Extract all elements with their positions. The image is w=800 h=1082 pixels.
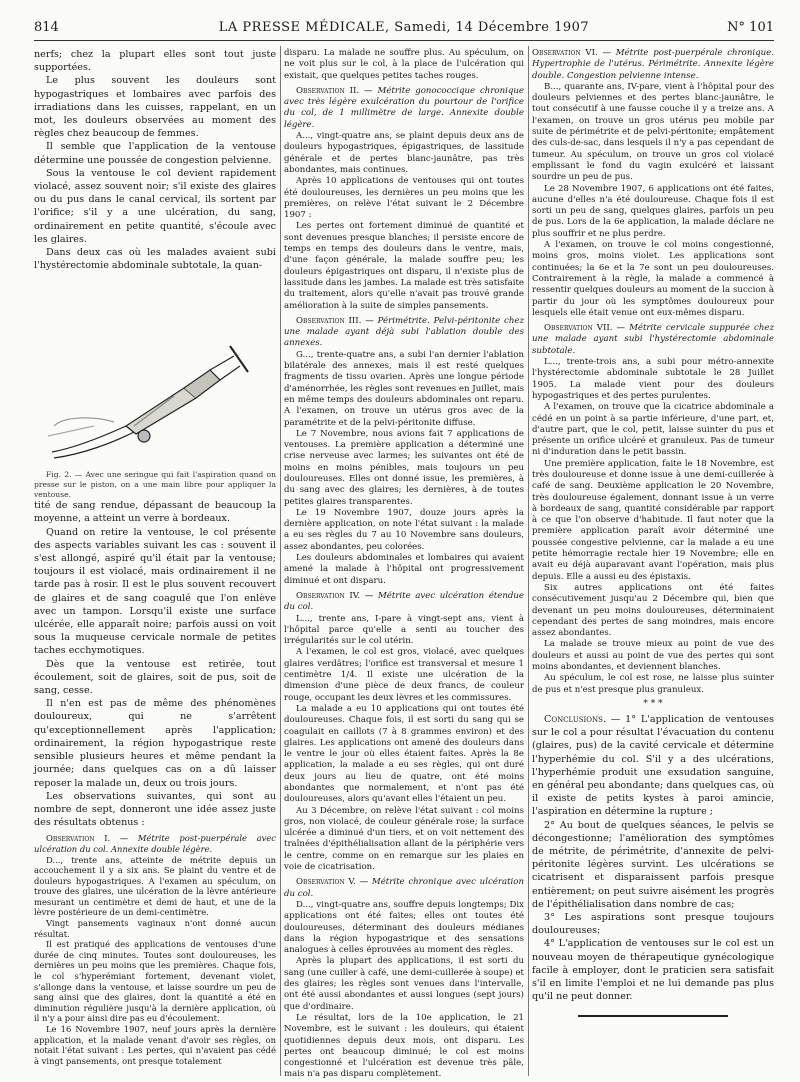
paragraph: D..., trente ans, atteinte de métrite depuis un accouchement il y a six ans. Se plaint du ventre et de douleurs hypogastriques. A l'examen au spéculum, on trouve des glaires, une ulcération de la lèvre antérieure mesurant un centimètre et demi de haut, et une de la lèvre postérieure de un demi-centimètre. [34, 854, 276, 918]
paragraph: Le 28 Novembre 1907, 6 applications ont été faites, aucune d'elles n'a été douloureuse. Chaque fois il est sorti un peu de sang, quelques glaires, parfois un peu de pus. Lors de la 6e application, la malade déclare ne plus souffrir et ne plus perdre. [532, 183, 774, 239]
paragraph: Au spéculum, le col est rose, ne laisse plus suinter de pus et n'est presque plus granuleux. [532, 673, 774, 695]
paragraph: Les pertes ont fortement diminué de quantité et sont devenues presque blanches; il persiste encore de temps en temps des douleurs dans le ventre, mais, d'une façon générale, la malade souffre peu; les douleurs épigastriques ont disparu, il n'existe plus de lassitude dans les jambes. La malade est très satisfaite du traitement, alors qu'elle n'avait pas trouvé grande amélioration à la suite de simples pansements. [284, 221, 524, 311]
figure-caption: Fig. 2. — Avec une seringue qui fait l'aspiration quand on presse sur le piston, on a une main libre pour appliquer la ventouse. [34, 470, 276, 499]
paragraph: La malade a eu 10 applications qui ont toutes été douloureuses. Chaque fois, il est sorti du sang qui se coagulait en caillots (7 à 8 grammes environ) et des glaires. Les applications ont amené des douleurs dans le ventre le jour où elles étaient faites. Après la 8e application, la malade a eu ses règles, qui ont duré deux jours au lieu de quatre, ont été moins abondantes que normalement, et n'ont pas été douloureuses, alors qu'avant elles l'étaient un peu. [284, 703, 524, 805]
journal-title: LA PRESSE MÉDICALE, Samedi, 14 Décembre 1907 [218, 20, 590, 35]
observation-label: Observation I. [46, 833, 111, 844]
column-1 [34, 48, 276, 1066]
paragraph: disparu. La malade ne souffre plus. Au spéculum, on ne voit plus sur le col, à la place de l'ulcération qui existait, que quelques petites taches rouges. [284, 48, 524, 81]
paragraph: L..., trente ans, I-pare à vingt-sept ans, vient à l'hôpital parce qu'elle a senti au toucher des irrégularités sur le col utérin. [284, 613, 524, 647]
issue-number: N° 101 [727, 20, 774, 35]
observation-heading [284, 591, 524, 614]
paragraph: Quand on retire la ventouse, le col présente des aspects variables suivant les cas : souvent il s'est allongé, aspiré qu'il était par la ventouse; toujours il est violacé, mais ordinairement il ne tarde pas à rosir. Il est le plus souvent recouvert de glaires et de sang coagulé que l'on enlève avec un tampon. Lorsqu'il existe une surface ulcérée, elle apparaît noire; parfois aussi on voit sous la muqueuse cervicale normale de petites taches ecchymotiques. [34, 526, 276, 657]
paragraph: tité de sang rendue, dépassant de beaucoup la moyenne, a atteint un verre à bordeaux. [34, 500, 276, 525]
conclusion-paragraph [532, 713, 774, 819]
observation-heading [284, 316, 524, 350]
column-3 [532, 48, 774, 1017]
paragraph: Le 19 Novembre 1907, douze jours après la dernière application, on note l'état suivant : la malade a eu ses règles du 7 au 10 Novembre sans douleurs, assez abondantes, peu colorées. [284, 507, 524, 552]
paragraph: G..., trente-quatre ans, a subi l'an dernier l'ablation bilatérale des annexes, mais il est resté quelques fragments de tissu ovarien. Après une longue période d'aménorrhée, les règles sont revenues en Juillet, mais en même temps des douleurs abdominales ont reparu. A l'examen, on trouve un utérus gros avec de la paramétrite et de la pelvi-péritonite diffuse. [284, 349, 524, 428]
paragraph: A l'examen, le col est gros, violacé, avec quelques glaires verdâtres; l'orifice est transversal et mesure 1 centimètre 1/4. Il existe une ulcération de la dimension d'une pièce de deux francs, de couleur rouge, occupant les deux lèvres et les commissures. [284, 647, 524, 703]
observation-title: — Métrite post-puerpérale chronique. Hypertrophie de l'utérus. Périmétrite. Annexite légère double. Congestion pelvienne intense. [532, 48, 774, 81]
paragraph: Au 3 Décembre, on relève l'état suivant : col moins gros, non violacé, de couleur générale rose; la surface ulcérée a diminué d'un tiers, et on voit nettement des traînées d'épithélialisation allant de la périphérie vers le centre, comme on en remarque sur les plaies en voie de cicatrisation. [284, 805, 524, 873]
conclusion-paragraph: 4° L'application de ventouses sur le col est un nouveau moyen de thérapeutique gynécologique facile à employer, dont le praticien sera satisfait s'il en limite l'emploi et ne lui demande pas plus qu'il ne peut donner. [532, 938, 774, 1003]
paragraph: Sous la ventouse le col devient rapidement violacé, assez souvent noir; s'il existe des glaires ou du pus dans le canal cervical, ils sortent par l'orifice; s'il y a une ulcération, du sang, ordinairement en petite quantité, s'écoule avec les glaires. [34, 167, 276, 245]
paragraph: Les douleurs abdominales et lombaires qui avaient amené la malade à l'hôpital ont progressivement diminué et ont disparu. [284, 553, 524, 586]
column-divider [528, 46, 529, 1076]
paragraph: Vingt pansements vaginaux n'ont donné aucun résultat. [34, 918, 276, 939]
paragraph: Il semble que l'application de la ventouse détermine une poussée de congestion pelvienne. [34, 141, 276, 166]
observation-title: — Métrite chronique avec ulcération du col. [284, 877, 524, 899]
observation-title: — Métrite gonococcique chronique avec très légère exulcération du pourtour de l'orifice du col, de 1 millimètre de large. Annexite double légère. [284, 85, 524, 130]
paragraph: A l'examen, on trouve le col moins congestionné, moins gros, moins violet. Les applications sont continuées; la 6e et la 7e sont un peu douloureuses. Contrairement à la règle, la malade a commencé à ressentir quelques douleurs au moment de la succion à partir du jour où les symptômes douloureux pour lesquels elle était venue ont eux-mêmes disparu. [532, 240, 774, 318]
paragraph: A l'examen, on trouve que la cicatrice abdominale a cédé en un point à sa partie inférieure, d'une part, et, d'autre part, que le col, petit, laisse suinter du pus et présente un orifice ulcéré et granuleux. Pas de tumeur ni d'induration dans le petit bassin. [532, 402, 774, 458]
conclusions-label: Conclusions. [544, 713, 606, 725]
page-number: 814 [34, 20, 59, 35]
observation-title: — Périmétrite. Pelvi-péritonite chez une malade ayant déjà subi l'ablation double des annexes. [284, 315, 524, 349]
paragraph: L..., trente-trois ans, a subi pour métro-annexite l'hystérectomie abdominale subtotale le 28 Juillet 1905. La malade vient pour des douleurs hypogastriques et des pertes purulentes. [532, 357, 774, 401]
column-divider [280, 46, 281, 1076]
paragraph: Après la plupart des applications, il est sorti du sang (une cuiller à café, une demi-cuillerée à soupe) et des glaires; les règles sont venues dans l'intervalle, ont été aussi abondantes et aussi longues (sept jours) que d'ordinaire. [284, 956, 524, 1012]
observation-title: — Métrite cervicale suppurée chez une malade ayant subi l'hystérectomie abdominale subtotale. [532, 323, 774, 356]
paragraph: B..., quarante ans, IV-pare, vient à l'hôpital pour des douleurs pelviennes et des pertes blanc-jaunâtre, le tout consécutif à une fausse couche il y a treize ans. A l'examen, on trouve un gros utérus peu mobile par suite de périmétrite et de pelvi-péritonite; empâtement des culs-de-sac, dans lesquels il n'y a pas cependant de tumeur. Au spéculum, on trouve un gros col violacé emplissant le fond du vagin exulcéré et laissant sourdre un peu de pus. [532, 81, 774, 183]
observation-title: — Métrite post-puerpérale avec ulcération du col. Annexite double légère. [34, 833, 276, 854]
paragraph: Il n'en est pas de même des phénomènes douloureux, qui ne s'arrêtent qu'exceptionnellement après l'application; ordinairement, la région hypogastrique reste sensible plusieurs heures et même pendant la journée; dans quelques cas on a dû laisser reposer la malade un, deux ou trois jours. [34, 698, 276, 789]
paragraph: Six autres applications ont été faites consécutivement jusqu'au 2 Décembre qui, bien que devenant un peu moins douloureuses, déterminaient cependant des pertes de sang moindres, mais encore assez abondantes. [532, 582, 774, 639]
observation-heading [284, 86, 524, 131]
paragraph: A..., vingt-quatre ans, se plaint depuis deux ans de douleurs hypogastriques, épigastriques, de lassitude générale et de pertes blanc-jaunâtre, pas très abondantes, mais continues. [284, 131, 524, 175]
paragraph: Le résultat, lors de la 10e application, le 21 Novembre, est le suivant : les douleurs, qui étaient quotidiennes depuis deux mois, ont disparu. Les pertes ont beaucoup diminué; le col est moins congestionné et l'ulcération est devenue très pâle, mais n'a pas disparu complètement. [284, 1012, 524, 1080]
observation-heading [34, 833, 276, 854]
observation-title: — Métrite avec ulcération étendue du col. [284, 590, 524, 613]
observation-heading [532, 323, 774, 357]
syringe-illustration [34, 276, 276, 466]
paragraph: Une première application, faite le 18 Novembre, est très douloureuse et donne issue à une demi-cuillerée à café de sang. Deuxième application le 20 Novembre, très douloureuse également, donnant issue à un verre à bordeaux de sang, quantité considérable par rapport à ce que l'on observe d'habitude. Il faut noter que la première application paraît avoir déterminé une poussée congestive pelvienne, car la malade a eu une petite hémorragie rectale hier 19 Novembre; elle en avait eu déjà auparavant avant l'opération, mais plus depuis. Elle a aussi eu des épistaxis. [532, 458, 774, 582]
paragraph: Après 10 applications de ventouses qui ont toutes été douloureuses, les dernières un peu moins que les premières, on relève l'état suivant le 2 Décembre 1907 : [284, 176, 524, 221]
conclusion-text: — 1° L'application de ventouses sur le col a pour résultat l'évacuation du contenu (glaires, pus) de la cavité cervicale et détermine l'hyperhémie du col. S'il y a des ulcérations, l'hyperhémie produit une exsudation sanguine, en général peu abondante; dans quelques cas, où il existe de petits kystes à paroi amincie, l'aspiration en détermine la rupture ; [532, 713, 774, 818]
observation-label: Observation II. [296, 85, 360, 96]
paragraph: Le 7 Novembre, nous avions fait 7 applications de ventouses. La première application a déterminé une crise nerveuse avec larmes; les suivantes ont été de moins en moins pénibles, mais toujours un peu douloureuses. Elles ont donné issue, les premières, à du sang avec des glaires; les dernières, à de toutes petites glaires transparentes. [284, 428, 524, 507]
paragraph: Le plus souvent les douleurs sont hypogastriques et lombaires avec parfois des irradiations dans les cuisses, rappelant, en un mot, les douleurs observées au moment des règles chez beaucoup de femmes. [34, 75, 276, 140]
end-rule [578, 1015, 728, 1017]
column-2 [284, 48, 524, 1081]
observation-label: Observation V. [296, 877, 356, 888]
paragraph: Dès que la ventouse est retirée, tout écoulement, soit de glaires, soit de pus, soit de sang, cesse. [34, 658, 276, 697]
paragraph: nerfs; chez la plupart elles sont tout juste supportées. [34, 49, 276, 74]
conclusion-paragraph: 3° Les aspirations sont presque toujours douloureuses; [532, 911, 774, 937]
conclusion-paragraph: 2° Au bout de quelques séances, le pelvis se décongestionne; l'amélioration des symptômes de métrite, de périmétrite, d'annexite de pelvi-péritonite légères survint. Les ulcérations se cicatrisent et disparaissent parfois presque entièrement; on peut suivre aisément les progrès de l'épithélialisation dans nombre de cas; [532, 819, 774, 910]
paragraph: Les observations suivantes, qui sont au nombre de sept, donneront une idée assez juste des résultats obtenus : [34, 790, 276, 829]
paragraph: Il est pratiqué des applications de ventouses d'une durée de cinq minutes. Toutes sont douloureuses, les dernières un peu moins que les premières. Chaque fois, le col s'hyperémiant fortement, devenant violet, s'allonge dans la ventouse, et laisse sourdre un peu de sang ainsi que des glaires, dont la quantité a été en diminution régulière jusqu'à la dernière application, où il n'y a pour ainsi dire pas eu d'écoulement. [34, 939, 276, 1024]
observation-heading [284, 877, 524, 900]
paragraph: D..., vingt-quatre ans, souffre depuis longtemps; Dix applications ont été faites; elles ont toutes été douloureuses, déterminant des douleurs médianes dans la région hypogastrique et des sensations analogues à celles éprouvées au moment des règles. [284, 899, 524, 956]
paragraph: Dans deux cas où les malades avaient subi l'hystérectomie abdominale subtotale, la quan- [34, 247, 276, 272]
syringe-figure [34, 276, 276, 466]
conclusions [532, 713, 774, 1003]
paragraph: Le 16 Novembre 1907, neuf jours après la dernière application, et la malade venant d'avoir ses règles, on notait l'état suivant : Les pertes, qui n'avaient pas cédé à vingt pansements, ont presque totalement [34, 1024, 276, 1066]
paragraph: La malade se trouve mieux au point de vue des douleurs et aussi au point de vue des pertes qui sont moins abondantes, et deviennent blanches. [532, 639, 774, 673]
observation-label: Observation VII. [544, 323, 613, 334]
observation-label: Observation III. [296, 315, 362, 326]
section-stars: * * * [643, 698, 663, 709]
observation-label: Observation VI. [532, 48, 598, 58]
page-header [34, 16, 774, 41]
observation-label: Observation IV. [296, 590, 361, 601]
observation-heading [532, 48, 774, 82]
